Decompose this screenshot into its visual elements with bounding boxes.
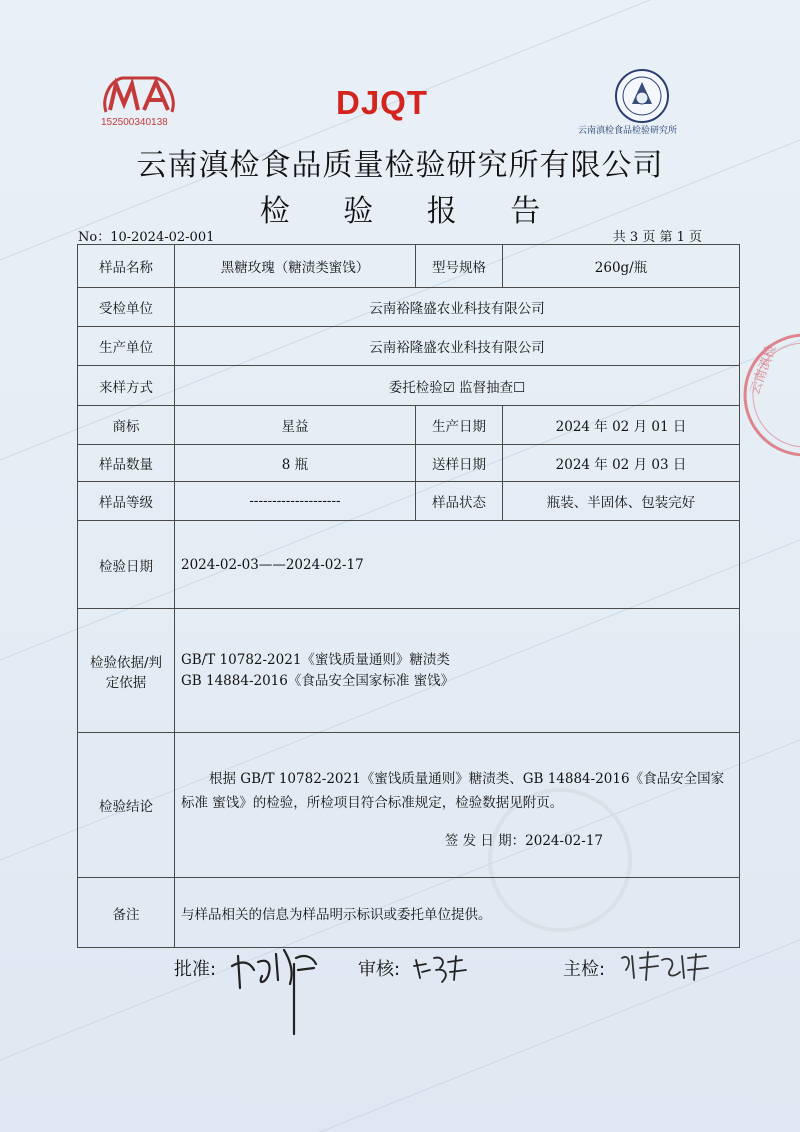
brand: 星益 bbox=[175, 406, 416, 445]
report-title: 检 验 报 告 bbox=[259, 194, 563, 229]
conclusion-cell bbox=[175, 733, 740, 878]
institute-emblem-icon bbox=[614, 68, 670, 124]
basis-label: 检验依据/判定依据 bbox=[78, 609, 175, 733]
official-seal bbox=[740, 330, 800, 460]
svg-text:云南滇检: 云南滇检 bbox=[747, 342, 780, 398]
quantity-label: 样品数量 bbox=[78, 445, 175, 482]
emblem-caption: 云南滇检食品检验研究所 bbox=[578, 126, 678, 136]
test-date: 2024-02-03——2024-02-17 bbox=[175, 521, 740, 609]
brand-logo: DJQT bbox=[336, 84, 429, 121]
state-label: 样品状态 bbox=[416, 482, 503, 521]
review-label: 审核: bbox=[358, 959, 401, 980]
document-number: No：10-2024-02-001 bbox=[78, 230, 215, 245]
test-basis bbox=[175, 609, 740, 733]
chief-label: 主检: bbox=[563, 959, 606, 980]
basis-line-1: GB/T 10782-2021《蜜饯质量通则》糖渍类 bbox=[181, 651, 450, 668]
production-date: 2024 年 02 月 01 日 bbox=[503, 406, 740, 445]
received-date-label: 送样日期 bbox=[416, 445, 503, 482]
conclusion-label: 检验结论 bbox=[78, 733, 175, 878]
issue-date: 签 发 日 期：2024-02-17 bbox=[444, 833, 603, 849]
spec-label: 型号规格 bbox=[416, 245, 503, 288]
sampling-method: 委托检验☑ 监督抽查☐ bbox=[175, 366, 740, 406]
client-label: 受检单位 bbox=[78, 288, 175, 327]
conclusion-text: 根据 GB/T 10782-2021《蜜饯质量通则》糖渍类、GB 14884-2016《食品安全国家标准 蜜饯》的检验，所检项目符合标准规定，检验数据见附页。 bbox=[181, 771, 725, 811]
producer: 云南裕隆盛农业科技有限公司 bbox=[175, 327, 740, 366]
production-date-label: 生产日期 bbox=[416, 406, 503, 445]
company-name: 云南滇检食品质量检验研究所有限公司 bbox=[136, 148, 664, 183]
grade: -------------------- bbox=[175, 482, 416, 521]
approve-label: 批准: bbox=[174, 959, 217, 980]
sampling-label: 来样方式 bbox=[78, 366, 175, 406]
sample-name-label: 样品名称 bbox=[78, 245, 175, 288]
test-date-label: 检验日期 bbox=[78, 521, 175, 609]
report-table bbox=[77, 244, 740, 948]
cma-code: 152500340138 bbox=[101, 117, 168, 128]
remark-label: 备注 bbox=[78, 878, 175, 948]
spec: 260g/瓶 bbox=[503, 245, 740, 288]
page-count: 共 3 页 第 1 页 bbox=[612, 230, 702, 245]
sample-name: 黑糖玫瑰（糖渍类蜜饯） bbox=[175, 245, 416, 288]
chief-signature bbox=[618, 948, 710, 984]
client: 云南裕隆盛农业科技有限公司 bbox=[175, 288, 740, 327]
basis-line-2: GB 14884-2016《食品安全国家标准 蜜饯》 bbox=[181, 672, 455, 689]
quantity: 8 瓶 bbox=[175, 445, 416, 482]
producer-label: 生产单位 bbox=[78, 327, 175, 366]
remark: 与样品相关的信息为样品明示标识或委托单位提供。 bbox=[175, 878, 740, 948]
received-date: 2024 年 02 月 03 日 bbox=[503, 445, 740, 482]
approver-signature bbox=[228, 940, 320, 1036]
reviewer-signature bbox=[412, 952, 468, 986]
grade-label: 样品等级 bbox=[78, 482, 175, 521]
sample-state: 瓶装、半固体、包装完好 bbox=[503, 482, 740, 521]
brand-label: 商标 bbox=[78, 406, 175, 445]
